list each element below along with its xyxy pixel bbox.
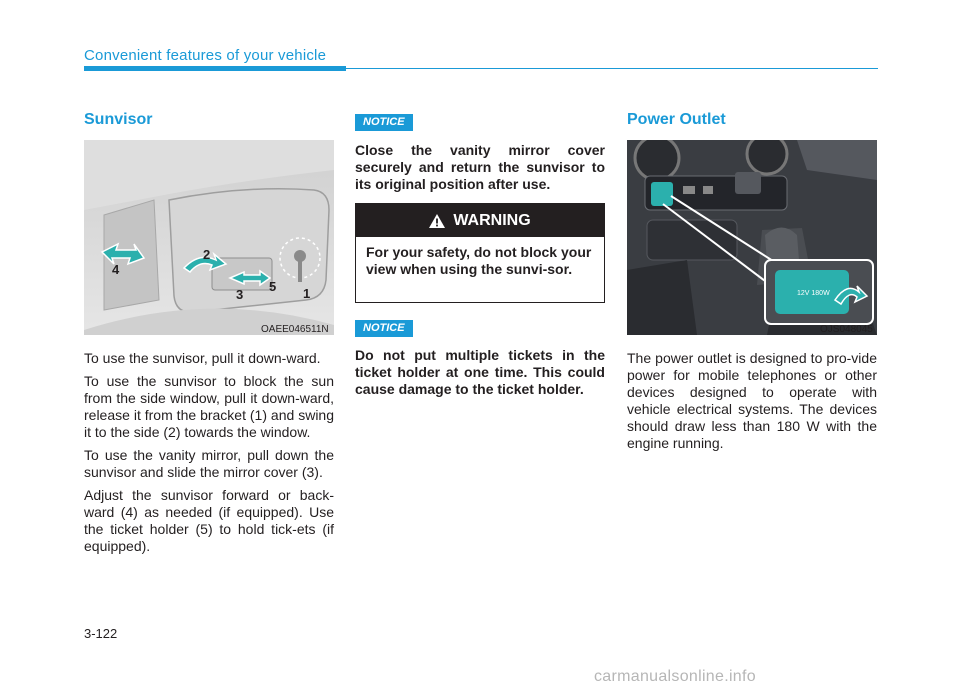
sunvisor-image-code: OAEE046511N (261, 324, 329, 335)
callout-1: 1 (303, 286, 311, 301)
sunvisor-paragraph: To use the sunvisor, pull it down-ward. (84, 350, 321, 366)
warning-text: For your safety, do not block your view when using the sunvi-sor. (366, 244, 592, 277)
callout-5: 5 (269, 279, 277, 294)
power-outlet-image (627, 140, 877, 335)
power-outlet-image-code: OJS048045 (820, 324, 873, 335)
notice-text-vanity-mirror: Close the vanity mirror cover securely and return the sunvisor to its original position after use. (355, 142, 605, 192)
sunvisor-text (84, 350, 334, 555)
page-number: 3-122 (84, 626, 118, 641)
sunvisor-paragraph: To use the vanity mirror, pull down the sunvisor and slide the mirror cover (3). (84, 447, 334, 480)
header-accent-bar (84, 66, 346, 71)
sunvisor-title: Sunvisor (84, 111, 153, 128)
notice-badge: NOTICE (355, 114, 413, 131)
callout-4: 4 (112, 262, 120, 277)
sunvisor-paragraph: To use the sunvisor to block the sun from the side window, pull it down-ward, release it from the bracket (1) and swing it to the side (2) towards the window. (84, 373, 334, 440)
warning-icon (429, 214, 445, 228)
power-outlet-illustration (627, 140, 877, 335)
notice-text-ticket-holder: Do not put multiple tickets in the ticket holder at one time. This could cause damage to the ticket holder. (355, 347, 605, 397)
sunvisor-illustration (84, 140, 334, 335)
power-outlet-title: Power Outlet (627, 111, 726, 128)
power-outlet-text: The power outlet is designed to pro-vide power for mobile telephones or other devices designed to operate with vehicle electrical systems. The devices should draw less than 180 W with the engine running. (627, 350, 877, 451)
header-rule (346, 68, 878, 69)
notice-badge: NOTICE (355, 320, 413, 337)
callout-2: 2 (203, 247, 211, 262)
section-header-title: Convenient features of your vehicle (84, 47, 327, 64)
sunvisor-image (84, 140, 334, 335)
warning-header (356, 204, 604, 237)
warning-label: WARNING (453, 211, 531, 229)
warning-box (355, 203, 605, 303)
watermark: carmanualsonline.info (594, 668, 756, 685)
callout-3: 3 (236, 287, 244, 302)
sunvisor-paragraph: Adjust the sunvisor forward or back-ward (4) as needed (if equipped). Use the ticket holder (5) to hold tick-ets (if equipped). (84, 487, 334, 554)
outlet-label: 12V 180W (797, 290, 830, 297)
